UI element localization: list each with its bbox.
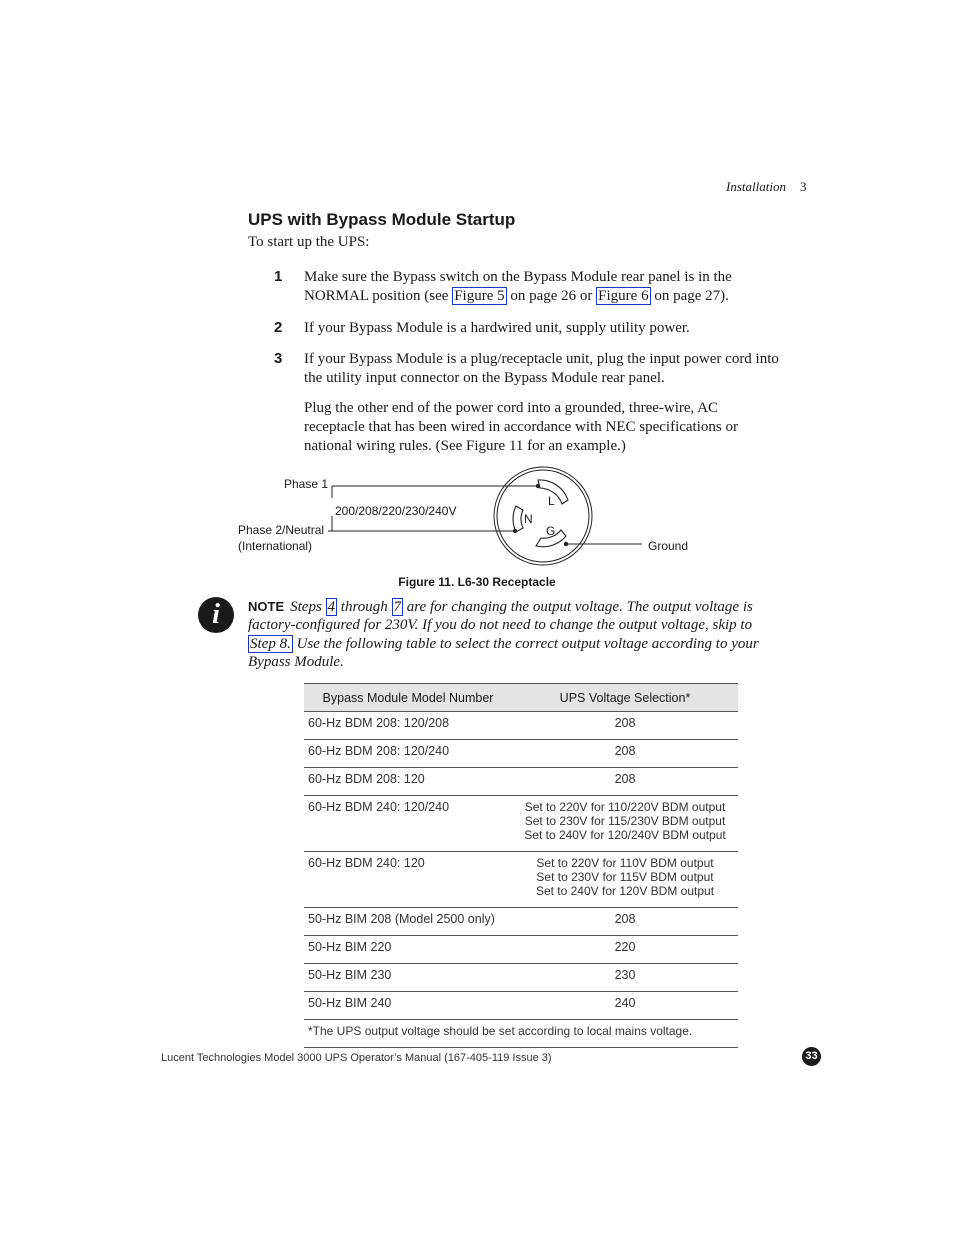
table-cell-selection: 208 <box>512 768 738 796</box>
pin-n-slot <box>513 506 523 532</box>
note-text-c: are for changing the output voltage. The output voltage is factory-configured for 230V. If you do not need to change the output voltage, skip to <box>248 599 753 634</box>
page-number-badge: 33 <box>802 1047 821 1066</box>
table-cell-model: 50-Hz BIM 230 <box>304 964 512 992</box>
step-2-text: If your Bypass Module is a hardwired unit, supply utility power. <box>304 320 690 336</box>
table-cell-selection: 208 <box>512 712 738 740</box>
step-1-text-a: Make sure the Bypass switch on the Bypass Module rear panel is in the NORMAL position (see <box>304 269 732 304</box>
pin-g-label: G <box>546 524 556 538</box>
step-3-continuation: Plug the other end of the power cord into a grounded, three-wire, AC receptacle that has been wired in accordance with NEC specifications or national wiring rules. (See Figure 11 for an example.) <box>304 400 738 454</box>
pin-l-label: L <box>548 494 555 508</box>
table-cell-selection: 220 <box>512 936 738 964</box>
table-cell-model: 50-Hz BIM 208 (Model 2500 only) <box>304 908 512 936</box>
step-1-text-b: on page 26 or <box>506 288 597 304</box>
table-row <box>304 936 738 964</box>
table-row <box>304 768 738 796</box>
table-cell-selection: 230 <box>512 964 738 992</box>
pin-n-label: N <box>524 512 533 526</box>
step-number-3: 3 <box>274 350 283 367</box>
selection-line: Set to 230V for 115V BDM output <box>536 870 714 884</box>
table-cell-model: 60-Hz BDM 240: 120/240 <box>304 796 512 852</box>
table-row <box>304 796 738 852</box>
figure-5-link[interactable]: Figure 5 <box>454 288 505 304</box>
section-title: UPS with Bypass Module Startup <box>248 210 516 229</box>
table-cell-selection <box>512 796 738 852</box>
running-header-chapter: 3 <box>799 179 807 194</box>
step-number-2: 2 <box>274 319 283 336</box>
table-row <box>304 740 738 768</box>
phase2-label <box>238 522 324 554</box>
selection-line: Set to 220V for 110/220V BDM output <box>524 800 726 814</box>
selection-line: Set to 230V for 115/230V BDM output <box>524 814 726 828</box>
note-label: NOTE <box>248 599 285 614</box>
table-header-row <box>304 684 738 712</box>
table-row <box>304 992 738 1020</box>
intro-text: To start up the UPS: <box>248 234 370 250</box>
running-header <box>726 179 806 195</box>
info-icon: i <box>198 597 234 633</box>
table-cell-selection: 208 <box>512 740 738 768</box>
table-row <box>304 964 738 992</box>
table-cell-model: 60-Hz BDM 208: 120/240 <box>304 740 512 768</box>
phase2-label-line2: (International) <box>238 539 313 553</box>
note-text-a: Steps <box>290 599 326 615</box>
table-cell-model: 60-Hz BDM 240: 120 <box>304 852 512 908</box>
figure-6-link[interactable]: Figure 6 <box>598 288 649 304</box>
table-cell-model: 60-Hz BDM 208: 120 <box>304 768 512 796</box>
step-1-text-c: on page 27). <box>650 288 729 304</box>
table-footnote: *The UPS output voltage should be set according to local mains voltage. <box>304 1020 738 1048</box>
table-row <box>304 852 738 908</box>
selection-line: Set to 220V for 110V BDM output <box>536 856 714 870</box>
voltage-label: 200/208/220/230/240V <box>335 504 457 518</box>
step-7-link[interactable]: 7 <box>393 599 401 615</box>
table-cell-model: 50-Hz BIM 220 <box>304 936 512 964</box>
table-footnote-row <box>304 1020 738 1048</box>
page-footer: Lucent Technologies Model 3000 UPS Operator’s Manual (167-405-119 Issue 3) <box>161 1052 552 1064</box>
table-cell-selection <box>512 852 738 908</box>
step-number-1: 1 <box>274 268 283 285</box>
ground-label: Ground <box>648 539 689 553</box>
voltage-selection-table <box>304 683 738 1048</box>
selection-line: Set to 240V for 120V BDM output <box>535 884 715 898</box>
receptacle-figure <box>230 462 710 572</box>
step-3-text: If your Bypass Module is a plug/receptacle unit, plug the input power cord into the utility input connector on the Bypass Module rear panel. <box>304 351 779 386</box>
phase2-label-line1: Phase 2/Neutral <box>238 523 325 537</box>
table-row <box>304 712 738 740</box>
table-header-selection: UPS Voltage Selection* <box>512 684 738 712</box>
step-4-link[interactable]: 4 <box>327 599 336 615</box>
step-8-link[interactable]: Step 8. <box>250 635 291 652</box>
table-row <box>304 908 738 936</box>
step-1-text <box>304 268 794 306</box>
table-cell-selection: 240 <box>512 992 738 1020</box>
phase1-label: Phase 1 <box>284 477 329 491</box>
note-text-d: Use the following table to select the correct output voltage according to your Bypass Module. <box>248 635 759 670</box>
figure-caption: Figure 11. L6-30 Receptacle <box>398 575 556 589</box>
table-cell-model: 50-Hz BIM 240 <box>304 992 512 1020</box>
table-cell-selection: 208 <box>512 908 738 936</box>
selection-line: Set to 240V for 120/240V BDM output <box>524 828 726 842</box>
note-text-b: through <box>337 599 392 615</box>
running-header-section: Installation <box>726 179 786 194</box>
note-block <box>248 598 768 671</box>
table-cell-model: 60-Hz BDM 208: 120/208 <box>304 712 512 740</box>
table-header-model: Bypass Module Model Number <box>304 684 512 712</box>
